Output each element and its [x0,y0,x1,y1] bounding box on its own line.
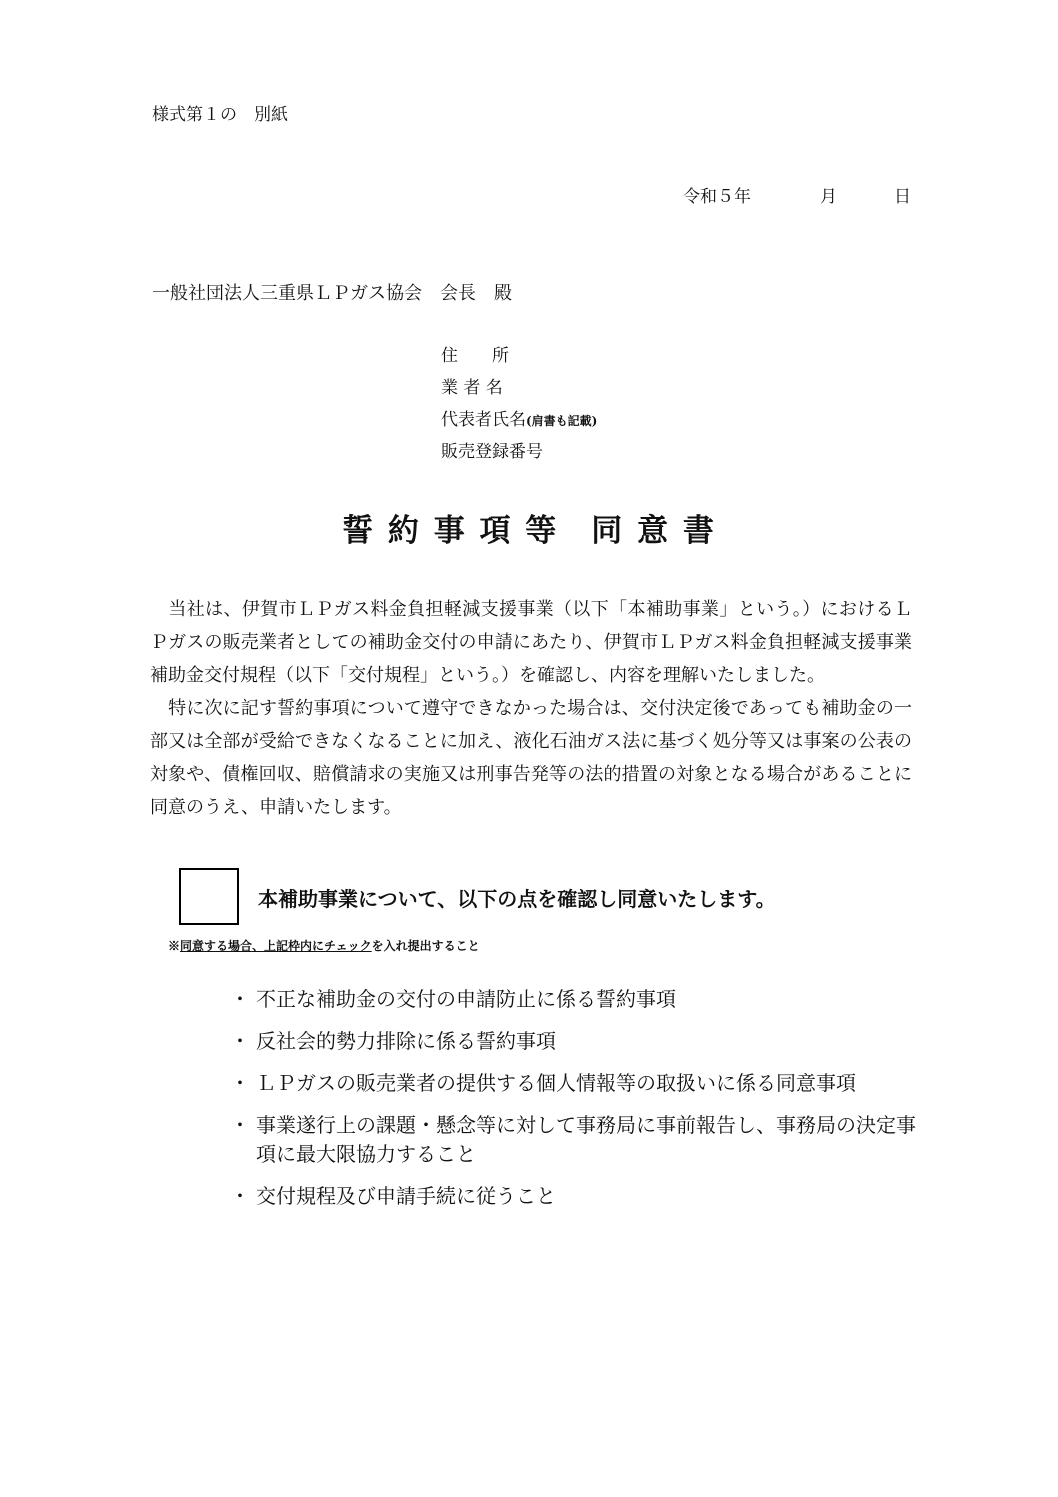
bullet-icon: ・ [230,1071,250,1095]
representative-row [441,404,597,436]
addressee: 一般社団法人三重県ＬＰガス協会 会長 殿 [152,283,512,304]
list-item [230,1182,930,1211]
list-item [230,1027,930,1056]
pledge-item-list [230,985,930,1224]
note-underlined: 同意する場合、上記枠内にチェック [180,939,372,953]
list-item-text: 交付規程及び申請手続に従うこと [256,1184,556,1208]
list-item-text: 事業遂行上の課題・懸念等に対して事務局に事前報告し、事務局の決定事項に最大限協力すること [256,1113,916,1166]
list-item-text: ＬＰガスの販売業者の提供する個人情報等の取扱いに係る同意事項 [256,1071,856,1095]
address-label: 住 所 [441,346,509,366]
representative-label: 代表者氏名 [441,410,526,430]
intro-paragraph [150,593,912,692]
list-item-text: 反社会的勢力排除に係る誓約事項 [256,1029,556,1053]
paragraph-1-text: 当社は、伊賀市ＬＰガス料金負担軽減支援事業（以下「本補助事業」という。）におけるＬＰガスの販売業者としての補助金交付の申請にあたり、伊賀市ＬＰガス料金負担軽減支援事業補助金交付規程（以下「交付規程」という。）を確認し、内容を理解いたしました。 [150,599,913,686]
note-prefix: ※ [168,939,181,953]
note-suffix: を入れ提出すること [371,939,480,953]
list-item-text: 不正な補助金の交付の申請防止に係る誓約事項 [256,987,676,1011]
bullet-icon: ・ [230,1184,250,1208]
bullet-icon: ・ [230,1029,250,1053]
date-line [683,182,911,207]
bullet-icon: ・ [230,1113,250,1137]
paragraph-indent [150,698,168,719]
representative-note: (肩書も記載) [526,414,598,428]
paragraph-2-text: 特に次に記す誓約事項について遵守できなかった場合は、交付決定後であっても補助金の一部又は全部が受給できなくなることに加え、液化石油ガス法に基づく処分等又は事案の公表の対象や、債権回収、賠償請求の実施又は刑事告発等の法的措置の対象となる場合があることに同意のうえ、申請いたします。 [150,698,912,818]
form-number: 様式第１の 別紙 [152,105,288,125]
list-item [230,985,930,1014]
document-title: 誓 約 事 項 等 同 意 書 [342,513,716,549]
list-item [230,1111,930,1169]
bullet-icon: ・ [230,987,250,1011]
consent-checkbox[interactable] [179,868,239,925]
registration-number-label: 販売登録番号 [441,442,543,462]
applicant-fields [441,340,597,468]
date-era-year: 令和５年 [683,187,751,207]
list-item [230,1069,930,1098]
pledge-paragraph [150,692,912,824]
check-instruction-note [168,937,480,954]
consent-statement: 本補助事業について、以下の点を確認し同意いたします。 [258,887,776,911]
company-name-label: 業 者 名 [441,378,503,398]
date-month: 月 [820,187,837,207]
date-day: 日 [894,187,911,207]
paragraph-indent [150,599,168,620]
